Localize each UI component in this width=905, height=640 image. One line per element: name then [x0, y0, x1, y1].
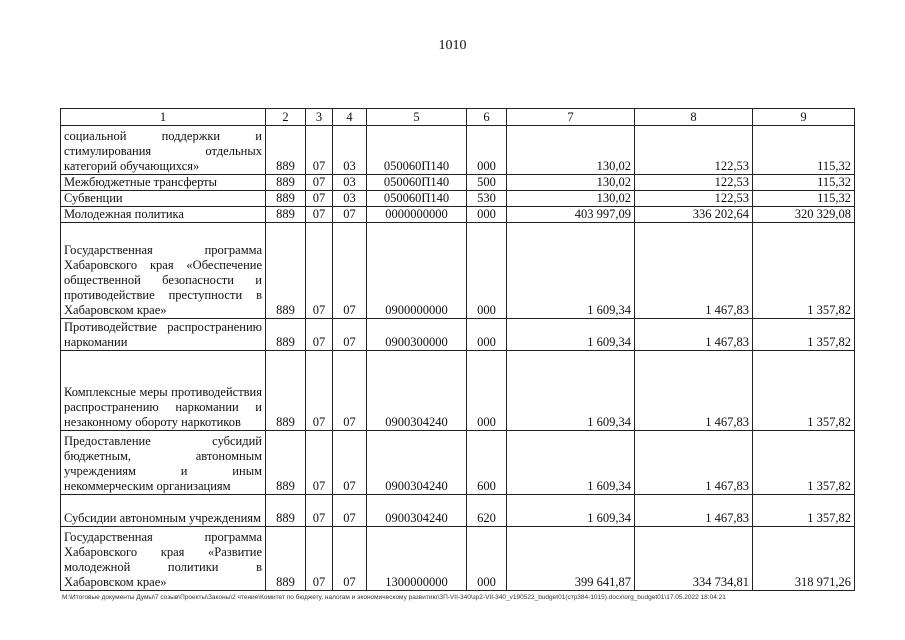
amount-year2-cell: 1 467,83 — [635, 351, 753, 431]
amount-year3-cell: 115,32 — [753, 191, 855, 207]
amount-year1-cell: 1 609,34 — [507, 351, 635, 431]
item-name-cell — [61, 495, 266, 527]
gov-code-cell: 889 — [266, 527, 306, 591]
target-article-cell: 0000000000 — [367, 207, 467, 223]
target-article-cell: 0900304240 — [367, 351, 467, 431]
section-cell: 07 — [306, 431, 333, 495]
item-name: социальной поддержки и стимулирования отдельных категорий обучающихся» — [64, 129, 262, 173]
subsection-cell: 07 — [333, 431, 367, 495]
subsection-cell: 07 — [333, 351, 367, 431]
item-name-cell — [61, 223, 266, 319]
item-name-cell — [61, 319, 266, 351]
amount-year1-cell: 403 997,09 — [507, 207, 635, 223]
expense-type-cell: 530 — [467, 191, 507, 207]
section-cell: 07 — [306, 319, 333, 351]
expense-type-cell: 000 — [467, 223, 507, 319]
subsection-cell: 07 — [333, 319, 367, 351]
target-article-cell: 0900300000 — [367, 319, 467, 351]
amount-year3-cell: 1 357,82 — [753, 431, 855, 495]
item-name: Комплексные меры противодействия распространению наркомании и незаконному обороту наркотиков — [64, 385, 262, 429]
subsection-cell: 03 — [333, 126, 367, 175]
item-name-cell — [61, 431, 266, 495]
amount-year2-cell: 1 467,83 — [635, 319, 753, 351]
amount-year1-cell: 1 609,34 — [507, 223, 635, 319]
amount-year1-cell: 1 609,34 — [507, 495, 635, 527]
amount-year3-cell: 1 357,82 — [753, 351, 855, 431]
header-cell: 4 — [333, 109, 367, 126]
subsection-cell: 07 — [333, 495, 367, 527]
table-row — [61, 175, 855, 191]
amount-year3-cell: 115,32 — [753, 175, 855, 191]
expense-type-cell: 600 — [467, 431, 507, 495]
subsection-cell: 07 — [333, 207, 367, 223]
item-name: Противодействие распространению наркомании — [64, 320, 262, 349]
item-name-cell — [61, 191, 266, 207]
table-row — [61, 495, 855, 527]
gov-code-cell: 889 — [266, 223, 306, 319]
subsection-cell: 07 — [333, 527, 367, 591]
amount-year2-cell: 122,53 — [635, 175, 753, 191]
amount-year3-cell: 320 329,08 — [753, 207, 855, 223]
amount-year3-cell: 1 357,82 — [753, 319, 855, 351]
amount-year2-cell: 122,53 — [635, 191, 753, 207]
gov-code-cell: 889 — [266, 351, 306, 431]
expense-type-cell: 000 — [467, 126, 507, 175]
target-article-cell: 050060П140 — [367, 126, 467, 175]
table-row — [61, 126, 855, 175]
table-row — [61, 351, 855, 431]
table-row — [61, 431, 855, 495]
target-article-cell: 050060П140 — [367, 191, 467, 207]
header-cell: 7 — [507, 109, 635, 126]
header-cell: 3 — [306, 109, 333, 126]
gov-code-cell: 889 — [266, 126, 306, 175]
subsection-cell: 07 — [333, 223, 367, 319]
section-cell: 07 — [306, 223, 333, 319]
target-article-cell: 050060П140 — [367, 175, 467, 191]
item-name: Субсидии автономным учреждениям — [64, 511, 261, 525]
amount-year2-cell: 122,53 — [635, 126, 753, 175]
table-header-row — [61, 109, 855, 126]
amount-year3-cell: 115,32 — [753, 126, 855, 175]
header-cell: 5 — [367, 109, 467, 126]
table-row — [61, 191, 855, 207]
item-name-cell — [61, 351, 266, 431]
amount-year1-cell: 130,02 — [507, 126, 635, 175]
amount-year2-cell: 336 202,64 — [635, 207, 753, 223]
item-name: Межбюджетные трансферты — [64, 175, 218, 189]
gov-code-cell: 889 — [266, 207, 306, 223]
target-article-cell: 0900000000 — [367, 223, 467, 319]
gov-code-cell: 889 — [266, 495, 306, 527]
table-row — [61, 319, 855, 351]
amount-year2-cell: 1 467,83 — [635, 223, 753, 319]
item-name: Субвенции — [64, 191, 123, 205]
header-cell: 2 — [266, 109, 306, 126]
budget-table — [60, 108, 855, 591]
subsection-cell: 03 — [333, 191, 367, 207]
amount-year2-cell: 1 467,83 — [635, 431, 753, 495]
amount-year1-cell: 1 609,34 — [507, 431, 635, 495]
table-row — [61, 223, 855, 319]
expense-type-cell: 000 — [467, 351, 507, 431]
gov-code-cell: 889 — [266, 431, 306, 495]
gov-code-cell: 889 — [266, 319, 306, 351]
item-name-cell — [61, 175, 266, 191]
amount-year1-cell: 130,02 — [507, 175, 635, 191]
amount-year1-cell: 1 609,34 — [507, 319, 635, 351]
expense-type-cell: 620 — [467, 495, 507, 527]
amount-year1-cell: 130,02 — [507, 191, 635, 207]
header-cell: 6 — [467, 109, 507, 126]
section-cell: 07 — [306, 495, 333, 527]
item-name-cell — [61, 527, 266, 591]
amount-year1-cell: 399 641,87 — [507, 527, 635, 591]
section-cell: 07 — [306, 351, 333, 431]
section-cell: 07 — [306, 175, 333, 191]
amount-year3-cell: 1 357,82 — [753, 223, 855, 319]
table-row — [61, 207, 855, 223]
item-name: Государственная программа Хабаровского края «Развитие молодежной политики в Хабаровском крае» — [64, 530, 262, 589]
target-article-cell: 0900304240 — [367, 431, 467, 495]
amount-year3-cell: 1 357,82 — [753, 495, 855, 527]
item-name-cell — [61, 207, 266, 223]
gov-code-cell: 889 — [266, 191, 306, 207]
item-name: Предоставление субсидий бюджетным, автономным учреждениям и иным некоммерческим организациям — [64, 434, 262, 493]
expense-type-cell: 000 — [467, 527, 507, 591]
amount-year2-cell: 334 734,81 — [635, 527, 753, 591]
section-cell: 07 — [306, 527, 333, 591]
page-number: 1010 — [438, 38, 467, 53]
subsection-cell: 03 — [333, 175, 367, 191]
header-cell: 1 — [61, 109, 266, 126]
section-cell: 07 — [306, 126, 333, 175]
section-cell: 07 — [306, 191, 333, 207]
file-path-footer: M:\Итоговые документы Думы\7 созыв\Проекты\Законы\2 чтение\Комитет по бюджету, налогам и экономическому развитию\ЗП-VII-340\зр2-VII-340_v190522_budget01(стр384-1015).docx\org_budget01\17.05.2022 18:04:21 — [62, 594, 726, 601]
header-cell: 8 — [635, 109, 753, 126]
table-row — [61, 527, 855, 591]
expense-type-cell: 000 — [467, 319, 507, 351]
item-name: Государственная программа Хабаровского края «Обеспечение общественной безопасности и противодействие преступности в Хабаровском крае» — [64, 243, 262, 317]
header-cell: 9 — [753, 109, 855, 126]
item-name: Молодежная политика — [64, 207, 184, 221]
gov-code-cell: 889 — [266, 175, 306, 191]
amount-year3-cell: 318 971,26 — [753, 527, 855, 591]
amount-year2-cell: 1 467,83 — [635, 495, 753, 527]
expense-type-cell: 500 — [467, 175, 507, 191]
item-name-cell — [61, 126, 266, 175]
section-cell: 07 — [306, 207, 333, 223]
target-article-cell: 1300000000 — [367, 527, 467, 591]
target-article-cell: 0900304240 — [367, 495, 467, 527]
expense-type-cell: 000 — [467, 207, 507, 223]
